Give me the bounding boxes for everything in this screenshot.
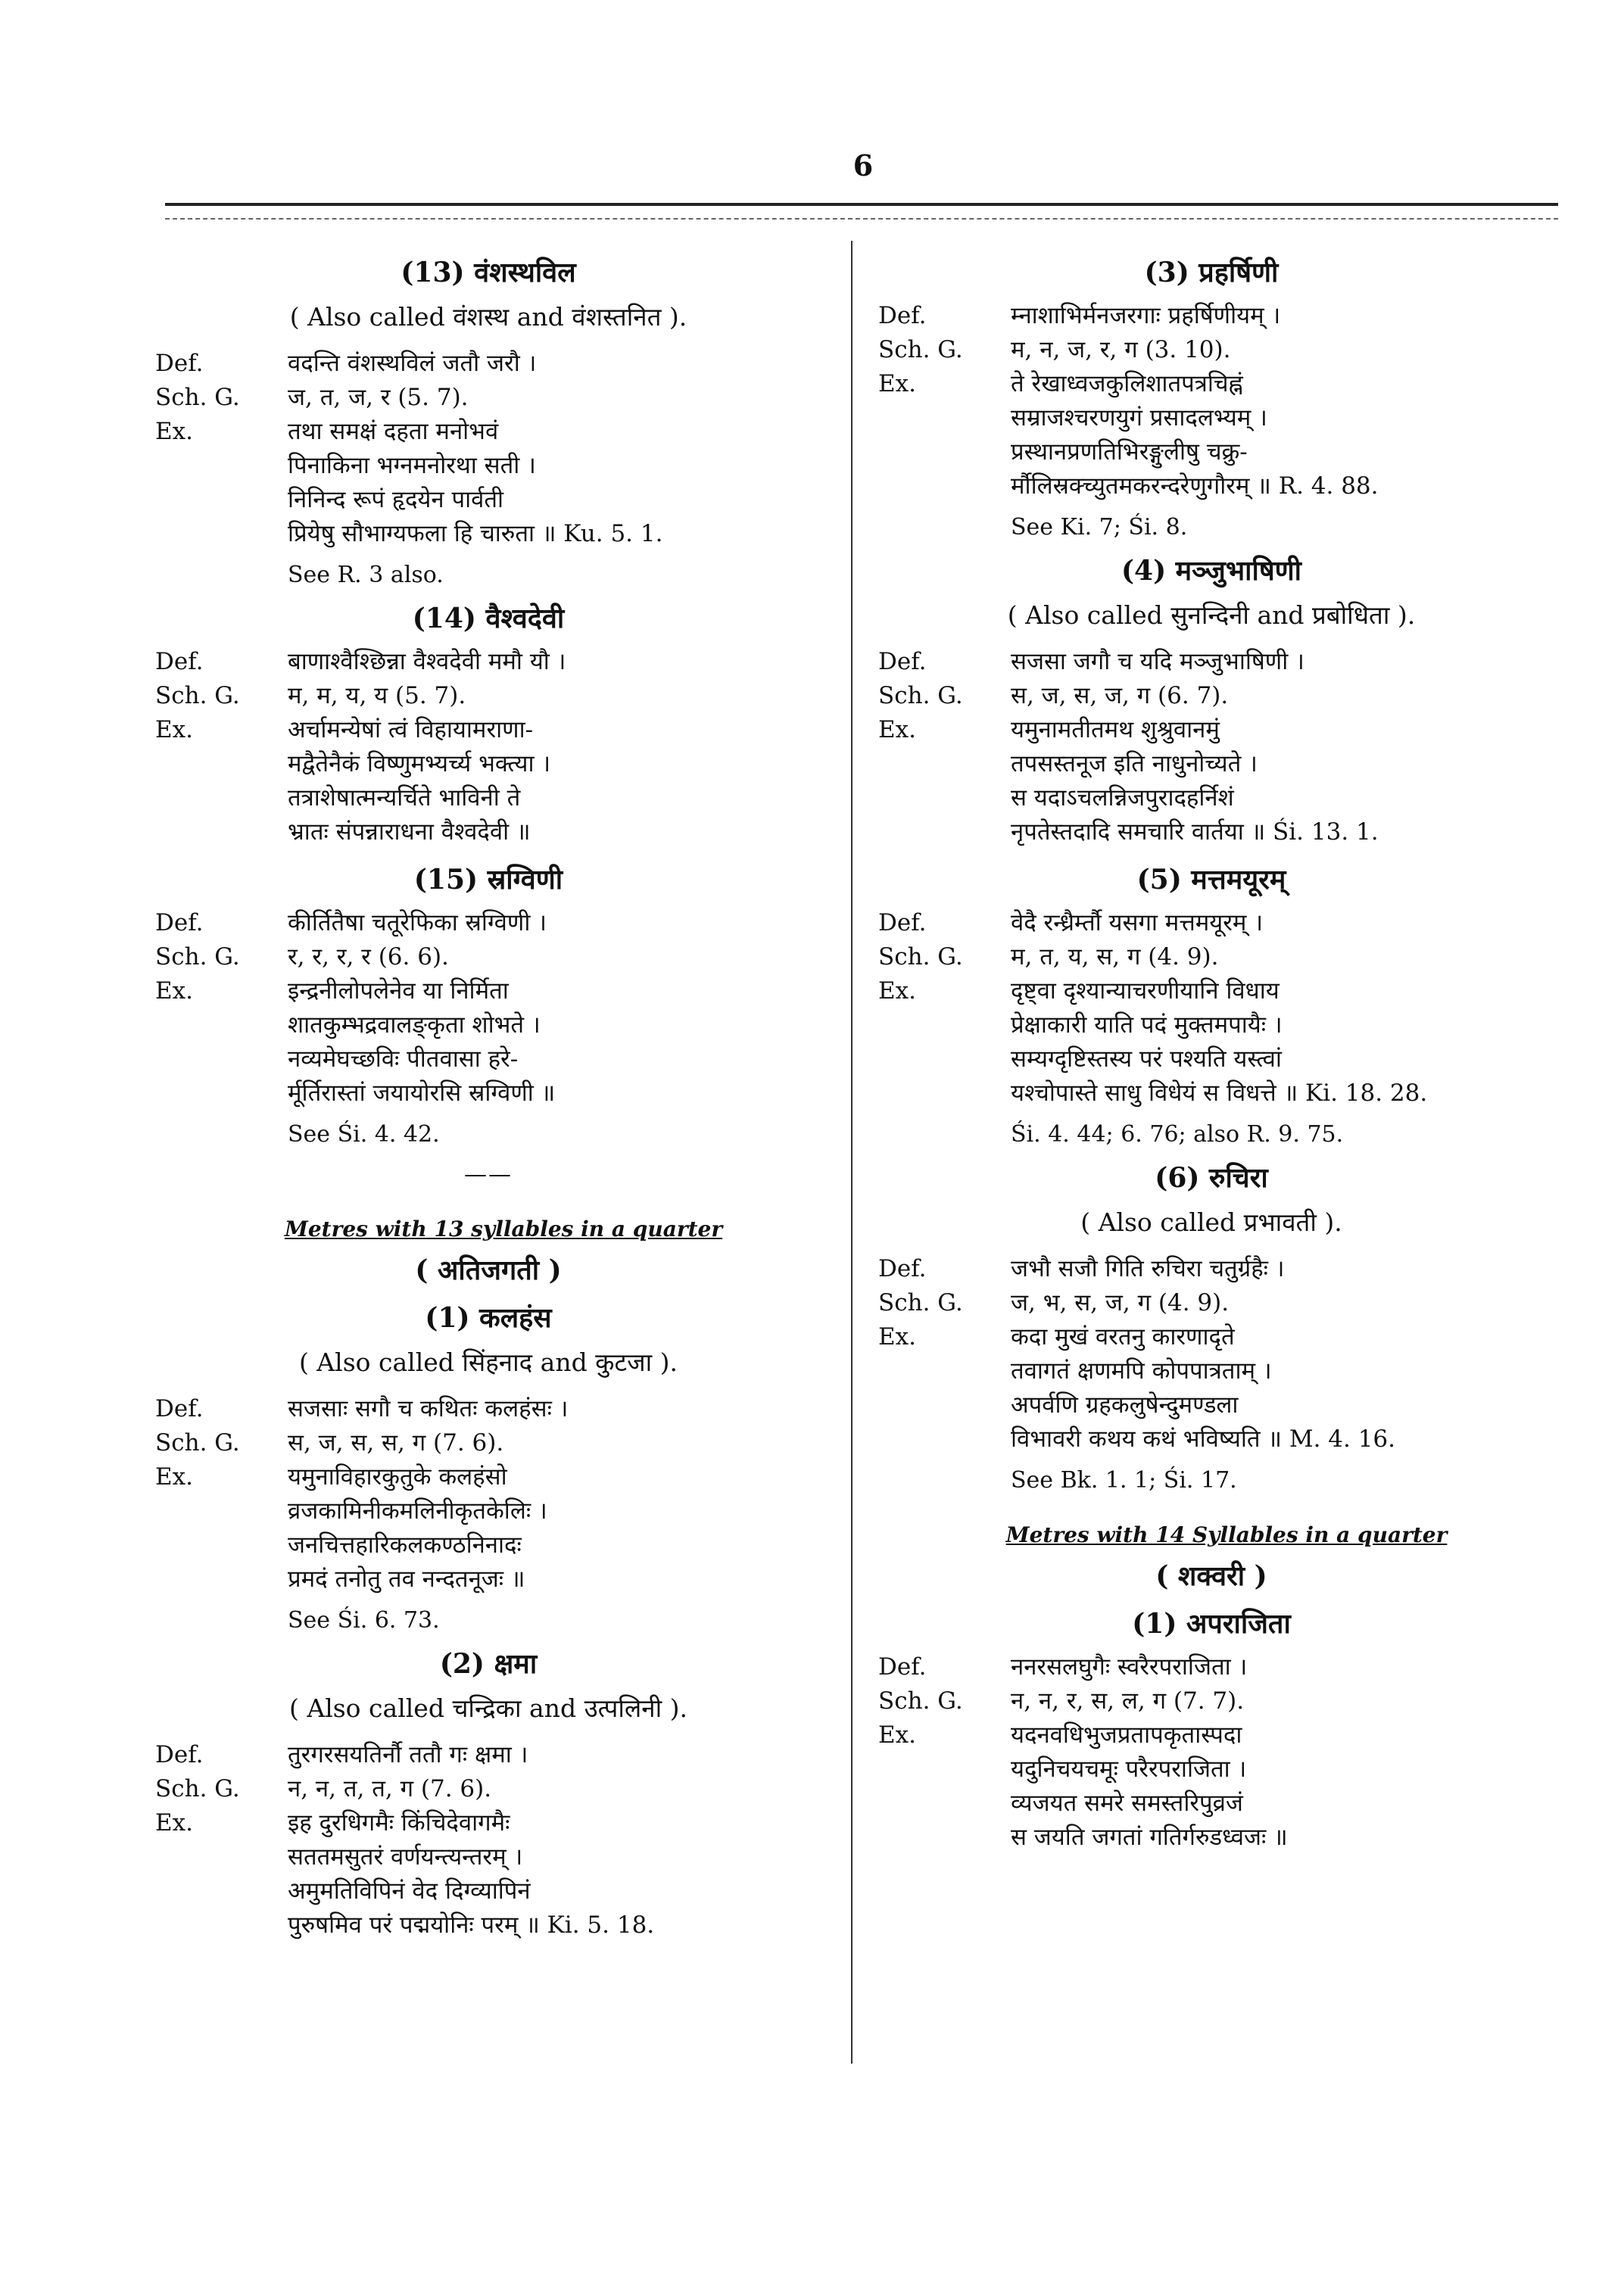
example-label: Ex. xyxy=(155,977,193,1005)
example-line: इह दुरधिगमैः किंचिदेवागमैः xyxy=(288,1809,510,1837)
example-label: Ex. xyxy=(878,1323,916,1351)
example-line: शातकुम्भद्रवालङ्कृता शोभते । xyxy=(288,1011,541,1039)
page-number: 6 xyxy=(853,148,874,182)
metre-class-heading: ( शक्वरी ) xyxy=(1155,1560,1267,1592)
definition: सजसा जगौ च यदि मञ्जुभाषिणी । xyxy=(1011,648,1304,675)
example-line: अर्चामन्येषां त्वं विहायामराणा- xyxy=(288,716,534,743)
metre-ruchira xyxy=(878,1158,1545,1494)
example-line: स जयति जगतां गतिर्गरुडध्वजः ॥ xyxy=(1011,1824,1288,1851)
example-line: पिनाकिना भग्नमनोरथा सती । xyxy=(288,452,536,479)
definition: कीर्तितैषा चतूरेफिका स्रग्विणी । xyxy=(288,909,547,936)
example-label: Ex. xyxy=(878,370,916,397)
example-label: Ex. xyxy=(155,1463,193,1491)
example-line: यमुनाविहारकुतुके कलहंसो xyxy=(288,1463,507,1491)
scheme-label: Sch. G. xyxy=(878,1289,963,1316)
scheme: र, र, र, र (6. 6). xyxy=(288,943,449,970)
example-line: र्मूर्तिरास्तां जयायोरसि स्रग्विणी ॥ xyxy=(288,1080,556,1107)
header-rule xyxy=(165,203,1558,206)
example-line: स यदाऽचलन्निजपुरादहर्निशं xyxy=(1011,784,1234,812)
def-label: Def. xyxy=(878,648,927,675)
example-line: पुरुषमिव परं पद्मयोनिः परम् ॥ Ki. 5. 18. xyxy=(288,1911,655,1939)
example-line: तपसस्तनूज इति नाधुनोच्यते । xyxy=(1011,750,1258,777)
example-label: Ex. xyxy=(155,418,193,445)
right-column xyxy=(878,242,1545,1855)
def-label: Def. xyxy=(878,909,927,936)
metre-heading: (5) मत्तमयूरम् xyxy=(1136,864,1286,896)
example-label: Ex. xyxy=(878,1721,916,1749)
scheme-label: Sch. G. xyxy=(878,336,963,363)
scheme-label: Sch. G. xyxy=(878,682,963,709)
see-reference: See Śi. 6. 73. xyxy=(288,1607,440,1634)
section-divider: —— xyxy=(464,1161,513,1188)
metre-heading: (2) क्षमा xyxy=(439,1648,538,1680)
def-label: Def. xyxy=(155,648,204,675)
example-line: यमुनामतीतमथ शुश्रुवानमुं xyxy=(1011,716,1220,743)
scheme: स, ज, स, ज, ग (6. 7). xyxy=(1011,682,1229,709)
scheme: ज, भ, स, ज, ग (4. 9). xyxy=(1011,1289,1230,1316)
metre-class-heading: ( अतिजगती ) xyxy=(415,1254,562,1286)
example-line: तवागतं क्षणमपि कोपपात्रताम् । xyxy=(1011,1357,1272,1385)
see-reference: See Ki. 7; Śi. 8. xyxy=(1011,514,1188,541)
also-called: ( Also called चन्द्रिका and उत्पलिनी ). xyxy=(289,1693,687,1723)
scheme-label: Sch. G. xyxy=(878,1687,963,1715)
definition: ननरसलघुगैः स्वरैरपराजिता । xyxy=(1011,1653,1248,1681)
example-label: Ex. xyxy=(878,716,916,743)
example-line: व्यजयत समरे समस्तरिपुव्रजं xyxy=(1011,1790,1243,1817)
scheme: म, त, य, स, ग (4. 9). xyxy=(1011,943,1219,970)
metre-heading: (3) प्रहर्षिणी xyxy=(1144,257,1279,288)
example-line: प्रेक्षाकारी याति पदं मुक्तमपायैः । xyxy=(1011,1011,1283,1039)
example-line: जनचित्तहारिकलकण्ठनिनादः xyxy=(288,1531,522,1559)
example-label: Ex. xyxy=(155,716,193,743)
scheme: म, न, ज, र, ग (3. 10). xyxy=(1011,336,1231,363)
also-called: ( Also called सिंहनाद and कुटजा ). xyxy=(298,1347,678,1377)
example-line: इन्द्रनीलोपलेनेव या निर्मिता xyxy=(288,977,509,1005)
definition: सजसाः सगौ च कथितः कलहंसः । xyxy=(288,1395,569,1422)
see-reference: See Bk. 1. 1; Śi. 17. xyxy=(1011,1467,1237,1494)
example-line: अपर्वणि ग्रहकलुषेन्दुमण्डला xyxy=(1011,1391,1239,1419)
scheme-label: Sch. G. xyxy=(155,682,240,709)
def-label: Def. xyxy=(155,1395,204,1422)
definition: तुरगरसयतिर्नौ ततौ गः क्षमा । xyxy=(288,1741,528,1768)
def-label: Def. xyxy=(155,909,204,936)
example-line: निनिन्द रूपं हृदयेन पार्वती xyxy=(288,486,504,513)
see-reference: See Śi. 4. 42. xyxy=(288,1121,440,1148)
metre-kshama xyxy=(155,1644,821,1943)
definition: वेदै रन्ध्रैर्म्तौ यसगा मत्तमयूरम् । xyxy=(1011,909,1264,936)
example-line: नृपतेस्तदादि समचारि वार्तया ॥ Śi. 13. 1. xyxy=(1011,818,1379,846)
metre-aparajita xyxy=(878,1604,1545,1855)
example-line: प्रियेषु सौभाग्यफला हि चारुता ॥ Ku. 5. 1. xyxy=(288,520,663,547)
metre-heading: (14) वैश्वदेवी xyxy=(412,603,565,634)
also-called: ( Also called सुनन्दिनी and प्रबोधिता ). xyxy=(1007,600,1416,630)
def-label: Def. xyxy=(155,350,204,377)
scheme-label: Sch. G. xyxy=(155,943,240,970)
example-line: तत्राशेषात्मन्यर्चिते भाविनी ते xyxy=(288,784,521,812)
scheme: न, न, त, त, ग (7. 6). xyxy=(288,1775,492,1802)
example-line: सम्राजश्चरणयुगं प्रसादलभ्यम् । xyxy=(1011,404,1267,431)
definition: बाणाश्वैश्छिन्ना वैश्वदेवी ममौ यौ । xyxy=(288,648,566,675)
metre-sragvini xyxy=(155,860,821,1148)
metre-heading: (15) स्रग्विणी xyxy=(413,864,563,896)
def-label: Def. xyxy=(878,1255,927,1282)
scheme: स, ज, स, स, ग (7. 6). xyxy=(288,1429,504,1456)
see-reference: See R. 3 also. xyxy=(288,562,444,588)
example-line: यश्चोपास्ते साधु विधेयं स विधत्ते ॥ Ki. 18. 28. xyxy=(1011,1080,1428,1107)
definition: वदन्ति वंशस्थविलं जतौ जरौ । xyxy=(288,350,537,377)
example-line: दृष्ट्वा दृश्यान्याचरणीयानि विधाय xyxy=(1011,977,1280,1005)
example-line: सततमसुतरं वर्णयन्त्यन्तरम् । xyxy=(288,1843,523,1871)
header-rule-dashed xyxy=(165,218,1558,220)
metre-kalahamsa xyxy=(155,1298,821,1634)
example-line: विभावरी कथय कथं भविष्यति ॥ M. 4. 16. xyxy=(1011,1425,1396,1453)
example-label: Ex. xyxy=(155,1809,193,1837)
example-line: अमुमतिविपिनं वेद दिग्व्यापिनं xyxy=(288,1877,531,1905)
metre-heading: (4) मञ्जुभाषिणी xyxy=(1121,555,1301,587)
scheme-label: Sch. G. xyxy=(155,384,240,411)
example-line: र्मौलिस्रक्च्युतमकरन्दरेणुगौरम् ॥ R. 4. 88. xyxy=(1011,472,1379,500)
definition: जभौ सजौ गिति रुचिरा चतुर्ग्रहैः । xyxy=(1011,1255,1285,1282)
example-line: ते रेखाध्वजकुलिशातपत्रचिह्नं xyxy=(1011,370,1243,397)
example-line: भ्रातः संपन्नाराधना वैश्वदेवी ॥ xyxy=(288,818,531,846)
example-line: मद्वैतेनैकं विष्णुमभ्यर्च्य भक्त्या । xyxy=(288,750,551,777)
metre-vaishvadevi xyxy=(155,599,821,849)
scheme: ज, त, ज, र (5. 7). xyxy=(288,384,469,411)
example-line: यदनवधिभुजप्रतापकृतास्पदा xyxy=(1011,1721,1242,1749)
definition: म्नाशाभिर्मनजरगाः प्रहर्षिणीयम् । xyxy=(1011,302,1281,329)
scheme: म, म, य, य (5. 7). xyxy=(288,682,466,709)
scheme-label: Sch. G. xyxy=(155,1429,240,1456)
metre-praharshini xyxy=(878,253,1545,541)
example-line: यदुनिचयचमूः परैरपराजिता । xyxy=(1011,1756,1247,1783)
see-reference: Śi. 4. 44; 6. 76; also R. 9. 75. xyxy=(1011,1121,1344,1148)
section-title: Metres with 13 syllables in a quarter xyxy=(284,1217,723,1242)
metre-heading: (1) कलहंस xyxy=(425,1302,552,1334)
scheme-label: Sch. G. xyxy=(155,1775,240,1802)
column-divider xyxy=(851,241,853,2064)
def-label: Def. xyxy=(155,1741,204,1768)
def-label: Def. xyxy=(878,302,927,329)
metre-heading: (6) रुचिरा xyxy=(1155,1162,1268,1194)
metre-vamshasthavila xyxy=(155,253,821,588)
also-called: ( Also called वंशस्थ and वंशस्तनित ). xyxy=(289,302,687,332)
example-line: कदा मुखं वरतनु कारणादृते xyxy=(1011,1323,1235,1351)
example-line: नव्यमेघच्छविः पीतवासा हरे- xyxy=(288,1045,519,1073)
example-line: प्रस्थानप्रणतिभिरङ्गुलीषु चक्रु- xyxy=(1011,438,1248,466)
example-line: सम्यग्दृष्टिस्तस्य परं पश्यति यस्त्वां xyxy=(1011,1045,1282,1073)
left-column xyxy=(155,242,821,1943)
also-called: ( Also called प्रभावती ). xyxy=(1080,1207,1342,1237)
example-label: Ex. xyxy=(878,977,916,1005)
scheme-label: Sch. G. xyxy=(878,943,963,970)
metre-heading: (1) अपराजिता xyxy=(1132,1608,1291,1640)
example-line: व्रजकामिनीकमलिनीकृतकेलिः । xyxy=(288,1497,547,1525)
example-line: प्रमदं तनोतु तव नन्दतनूजः ॥ xyxy=(288,1566,525,1593)
section-title: Metres with 14 Syllables in a quarter xyxy=(1005,1522,1448,1547)
metre-mattamayura xyxy=(878,860,1545,1148)
metre-heading: (13) वंशस्थविल xyxy=(401,257,576,288)
example-line: तथा समक्षं दहता मनोभवं xyxy=(288,418,499,445)
def-label: Def. xyxy=(878,1653,927,1681)
scheme: न, न, र, स, ल, ग (7. 7). xyxy=(1011,1687,1245,1715)
metre-manjubhashini xyxy=(878,551,1545,849)
